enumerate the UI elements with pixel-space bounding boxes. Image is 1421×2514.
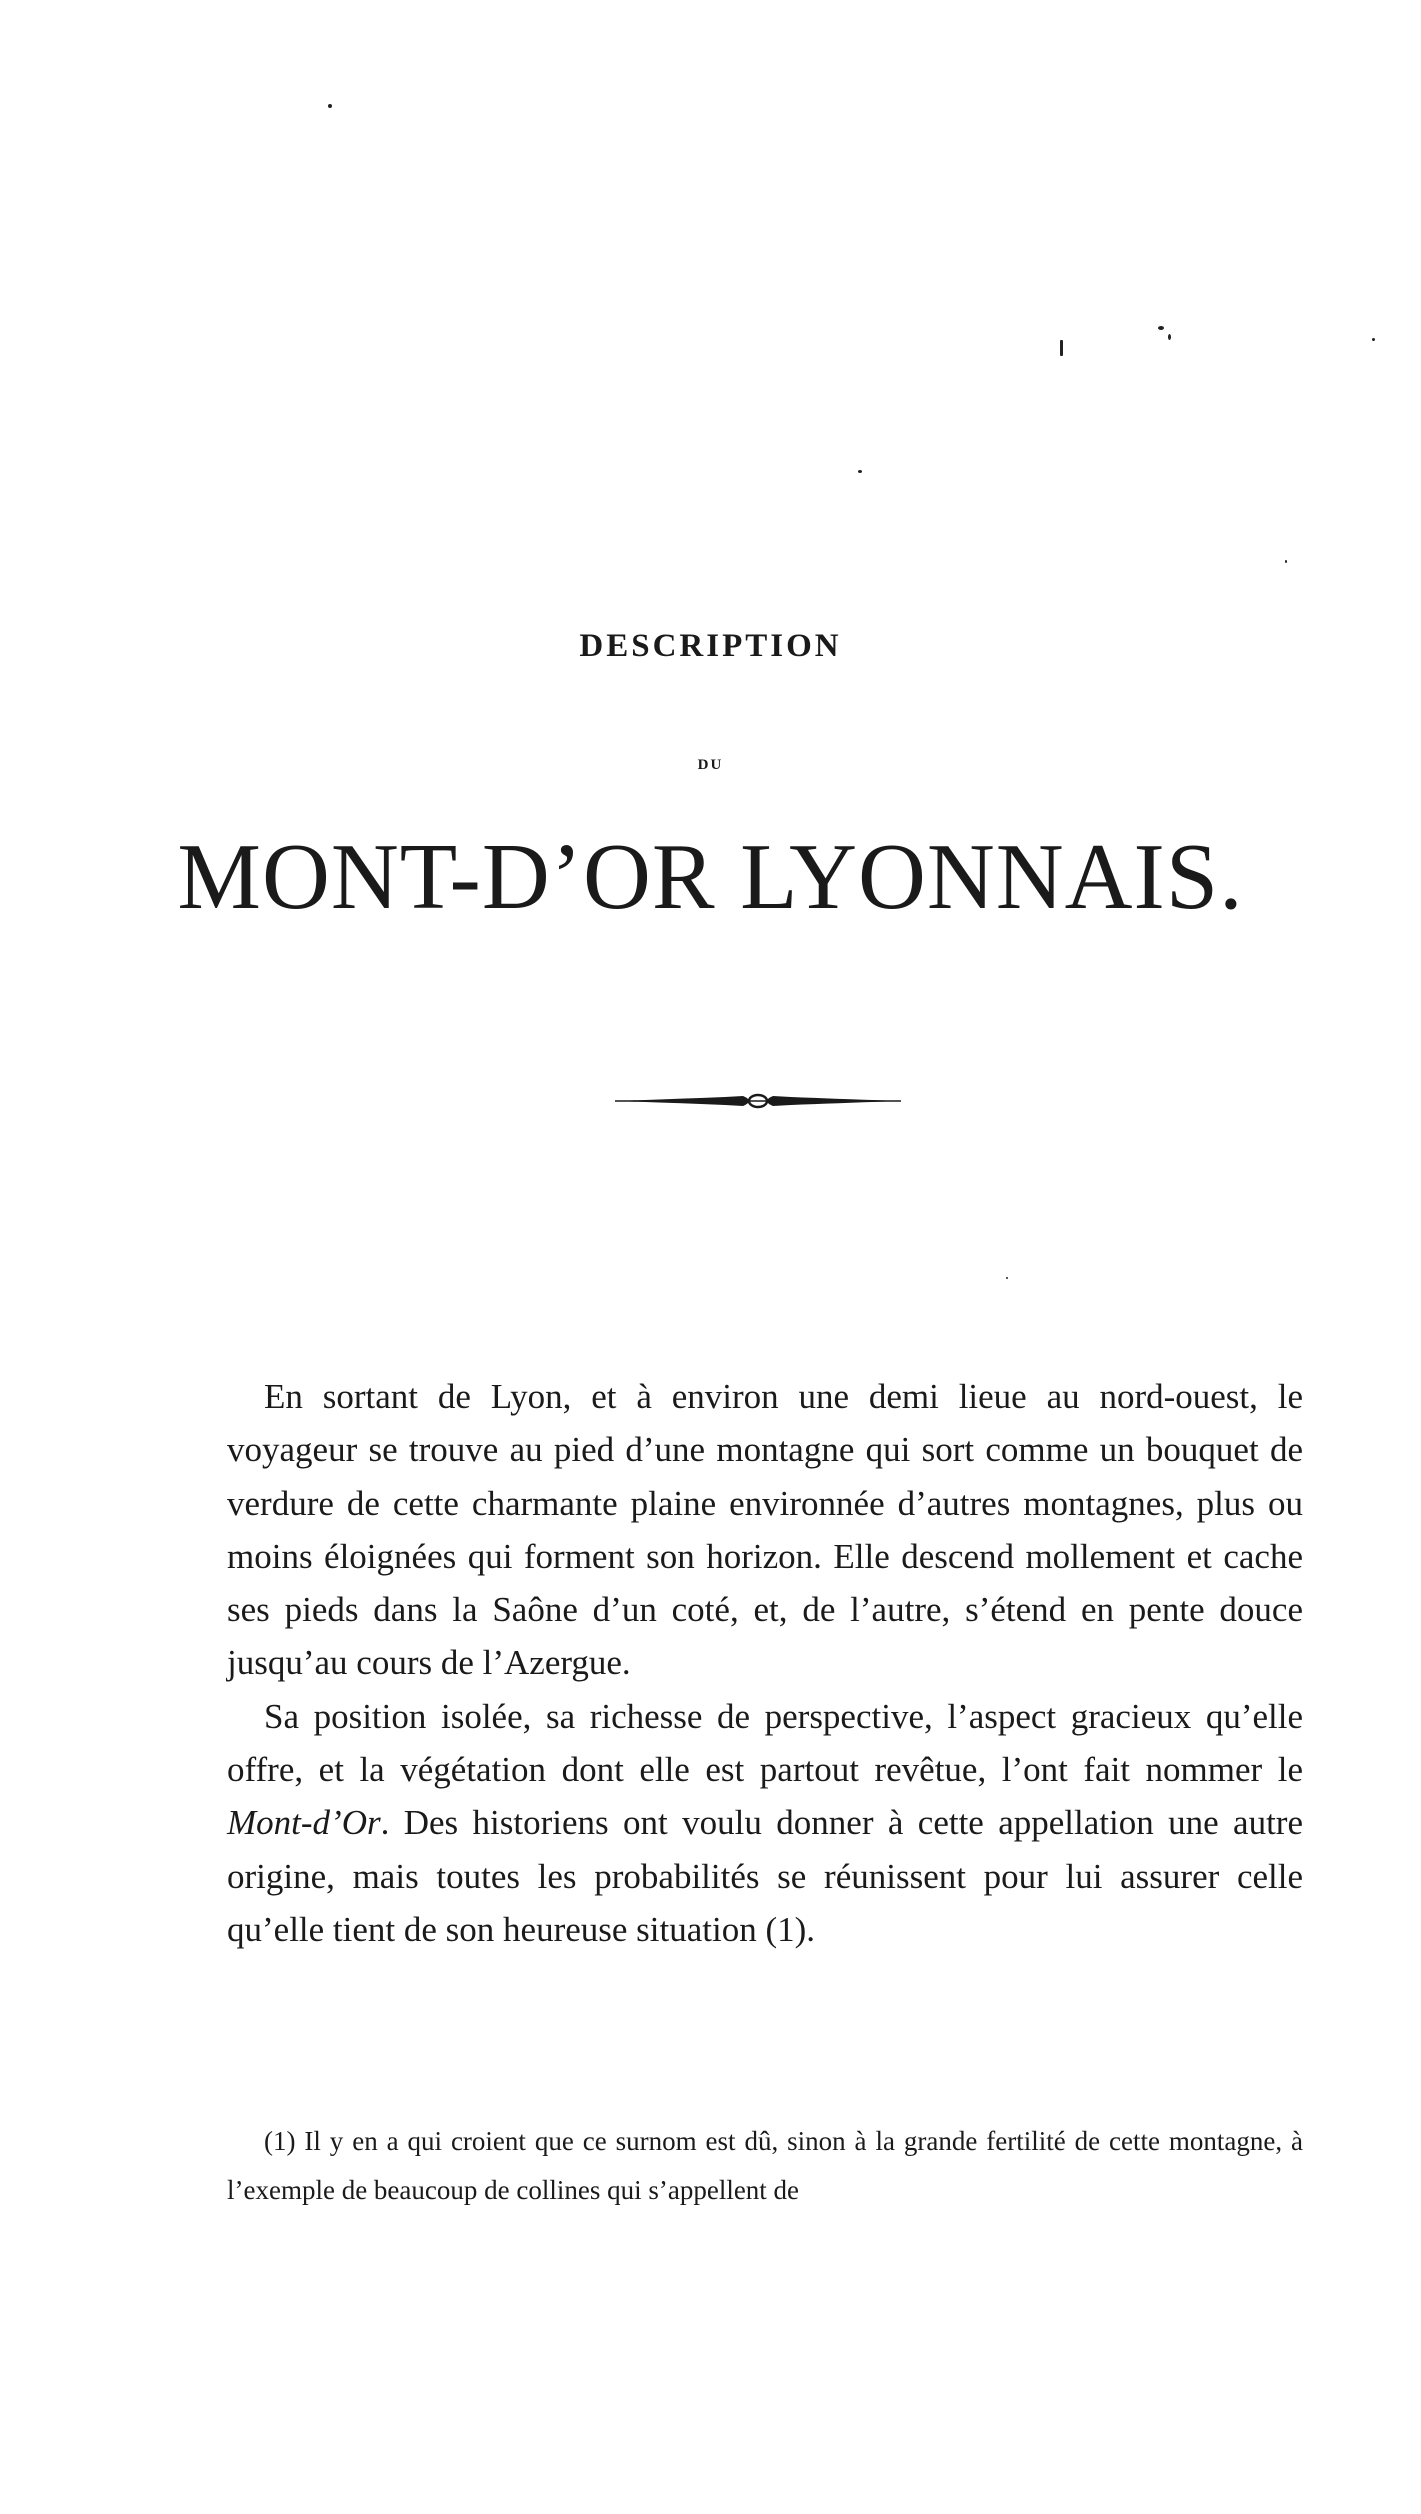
scan-speck xyxy=(858,470,862,473)
scan-speck xyxy=(1168,334,1171,340)
scan-speck xyxy=(1372,338,1375,341)
body-text xyxy=(227,1370,1303,1956)
paragraph-text: Sa position isolée, sa richesse de perspective, l’aspect gracieux qu’elle offre, et la végétation dont elle est partout revêtue, l’ont fait nommer le xyxy=(227,1696,1303,1790)
paragraph: En sortant de Lyon, et à environ une demi lieue au nord-ouest, le voyageur se trouve au pied d’une montagne qui sort comme un bouquet de verdure de cette charmante plaine environnée d’autres montagnes, plus ou moins éloignées qui forment son horizon. Elle descend mollement et cache ses pieds dans la Saône d’un coté, et, de l’autre, s’étend en pente douce jusqu’au cours de l’Azergue. xyxy=(227,1377,1303,1683)
scan-speck xyxy=(328,104,332,108)
ornament-divider-icon xyxy=(615,1090,901,1112)
paragraph xyxy=(227,1690,1303,1956)
scan-speck xyxy=(1006,1277,1008,1279)
scan-speck xyxy=(1158,326,1164,330)
scan-speck xyxy=(1285,560,1287,563)
footnote xyxy=(227,2117,1303,2215)
footnote-text: (1) Il y en a qui croient que ce surnom est dû, sinon à la grande fertilité de cette montagne, à l’exemple de beaucoup de collines qui s’appellent de xyxy=(227,2126,1303,2205)
page-title: MONT-D’OR LYONNAIS. xyxy=(177,825,1244,929)
paragraph-italic: Mont-d’Or xyxy=(227,1803,381,1843)
title-du: DU xyxy=(697,757,724,773)
scan-speck xyxy=(1060,340,1063,356)
title-description: DESCRIPTION xyxy=(579,628,842,664)
paragraph-text: . Des historiens ont voulu donner à cette appellation une autre origine, mais toutes les probabilités se réunissent pour lui assurer celle qu’elle tient de son heureuse situation (1). xyxy=(227,1803,1303,1949)
